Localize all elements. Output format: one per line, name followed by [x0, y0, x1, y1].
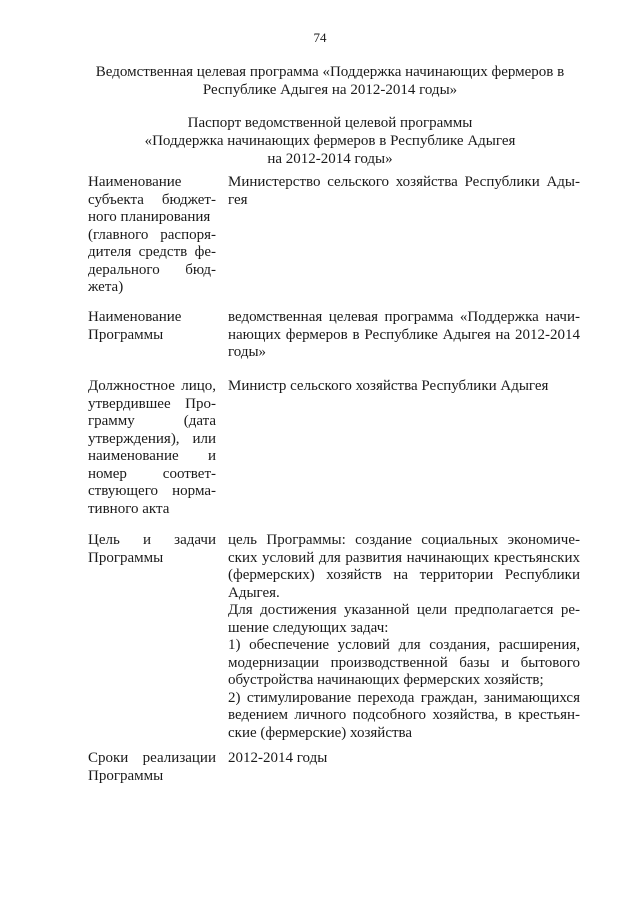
- value-line: ские (фермерские) хозяйства: [228, 724, 413, 741]
- value-line: обустройства начинающих фермерских хозяйств;: [228, 672, 544, 688]
- row-value: [228, 750, 580, 768]
- label-line: Программы: [88, 549, 164, 566]
- value-line: ских условий для развития начинающих крестьянских: [228, 549, 580, 566]
- program-title: [60, 63, 600, 99]
- row-value: [228, 309, 580, 362]
- program-title-line: Ведомственная целевая программа «Поддержка начинающих фермеров в: [95, 64, 565, 80]
- value-line: (фермерских) хозяйств на территории Республики: [228, 567, 580, 583]
- label-line: Наименование: [88, 309, 182, 325]
- passport-title-line: «Поддержка начинающих фермеров в Республике Адыгея: [144, 133, 516, 149]
- value-line: ведением личного подсобного хозяйства, в крестьян-: [228, 707, 580, 723]
- row-label: [88, 750, 216, 785]
- label-line: Цель и задачи: [88, 532, 216, 548]
- program-title-line: Республике Адыгея на 2012-2014 годы»: [202, 82, 458, 98]
- label-line: утвердившее Про-: [88, 395, 216, 412]
- label-line: дителя средств фе-: [88, 244, 216, 260]
- label-line: Программы: [88, 767, 164, 784]
- label-line: Наименование: [88, 174, 182, 190]
- passport-row-goals: [88, 532, 580, 741]
- label-line: (главного распоря-: [88, 226, 216, 243]
- value-line: шение следующих задач:: [228, 619, 389, 636]
- value-line: гея: [228, 191, 248, 208]
- passport-row-approver: [88, 378, 580, 518]
- value-line: 2012-2014 годы: [228, 750, 328, 766]
- label-line: ного планирования: [88, 209, 211, 225]
- value-line: ведомственная целевая программа «Поддержка начи-: [228, 309, 580, 325]
- value-line: Министерство сельского хозяйства Республики Ады-: [228, 174, 580, 190]
- row-label: [88, 309, 216, 344]
- row-label: [88, 532, 216, 567]
- value-line: 1) обеспечение условий для создания, расширения,: [228, 637, 580, 653]
- label-line: ствующего норма-: [88, 483, 216, 499]
- label-line: грамму (дата: [88, 413, 216, 429]
- label-line: утверждения), или: [88, 430, 216, 447]
- label-line: Должностное лицо,: [88, 378, 216, 394]
- passport-row-timeline: [88, 750, 580, 785]
- label-line: жета): [88, 279, 124, 295]
- label-line: Сроки реализации: [88, 750, 216, 766]
- label-line: дерального бюд-: [88, 261, 216, 278]
- passport-title-line: на 2012-2014 годы»: [267, 151, 393, 167]
- passport-row-budget-holder: [88, 174, 580, 297]
- row-label: [88, 174, 216, 297]
- passport-row-program-name: [88, 309, 580, 360]
- value-line: модернизации производственной базы и бытового: [228, 654, 580, 671]
- value-line: Министр сельского хозяйства Республики Адыгея: [228, 378, 549, 394]
- label-line: тивного акта: [88, 500, 170, 517]
- row-value: [228, 378, 580, 396]
- value-line: Для достижения указанной цели предполагается ре-: [228, 602, 580, 618]
- value-line: нающих фермеров в Республике Адыгея на 2012-2014: [228, 326, 580, 343]
- value-line: годы»: [228, 344, 267, 360]
- label-line: Программы: [88, 326, 164, 343]
- passport-title: [60, 114, 600, 168]
- row-value: [228, 532, 580, 742]
- row-label: [88, 378, 216, 518]
- value-line: Адыгея.: [228, 584, 280, 601]
- row-value: [228, 174, 580, 209]
- value-line: цель Программы: создание социальных экономиче-: [228, 532, 580, 548]
- label-line: субъекта бюджет-: [88, 191, 216, 208]
- value-line: 2) стимулирование перехода граждан, занимающихся: [228, 689, 580, 706]
- passport-title-line: Паспорт ведомственной целевой программы: [187, 115, 473, 131]
- label-line: номер соответ-: [88, 465, 216, 482]
- label-line: наименование и: [88, 448, 216, 464]
- page-number: 74: [313, 30, 327, 45]
